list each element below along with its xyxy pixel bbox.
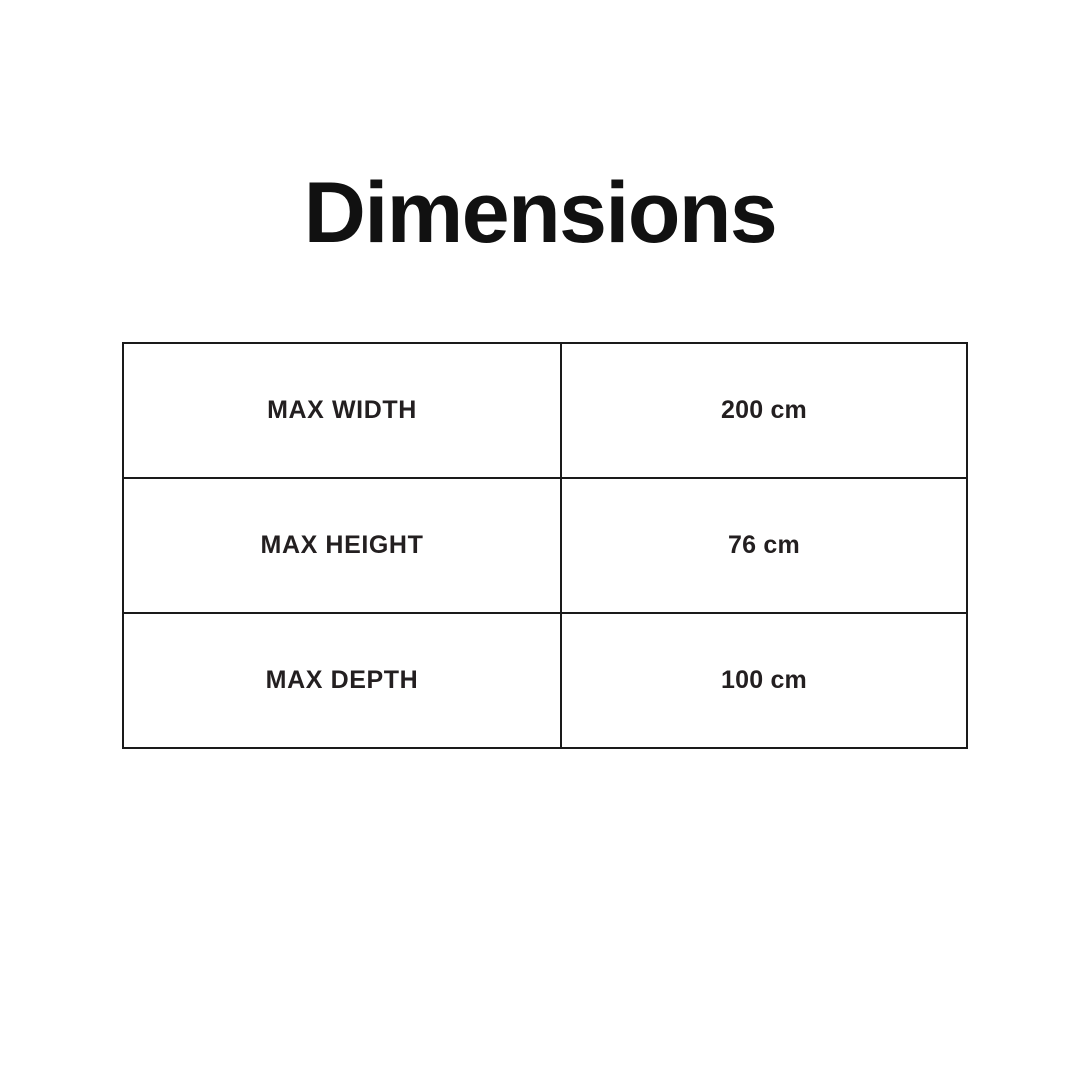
table-row xyxy=(123,478,967,613)
dimensions-table xyxy=(122,342,968,749)
dimension-value-cell: 76 cm xyxy=(561,478,967,613)
dimension-label-cell: MAX WIDTH xyxy=(123,343,561,478)
dimension-label-cell: MAX HEIGHT xyxy=(123,478,561,613)
table-body xyxy=(123,343,967,748)
dimension-label-cell: MAX DEPTH xyxy=(123,613,561,748)
dimension-value-cell: 100 cm xyxy=(561,613,967,748)
dimension-value-cell: 200 cm xyxy=(561,343,967,478)
page-title: Dimensions xyxy=(303,164,777,261)
table-row xyxy=(123,343,967,478)
table-row xyxy=(123,613,967,748)
